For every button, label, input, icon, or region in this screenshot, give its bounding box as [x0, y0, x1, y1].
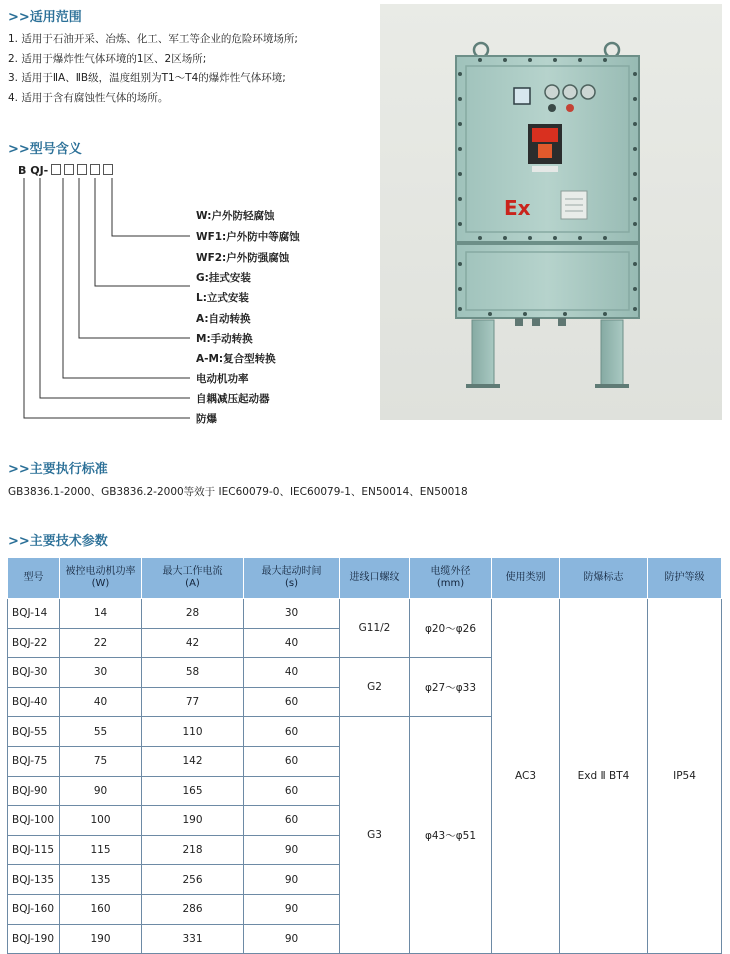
- cell-thread: G3: [340, 717, 410, 954]
- header-protection: 防护等级: [648, 558, 722, 599]
- section-title-params: >>主要技术参数: [8, 534, 108, 549]
- cell-start-time: 90: [244, 865, 340, 895]
- cell-cable: φ27～φ33: [410, 658, 492, 717]
- cell-power: 22: [60, 628, 142, 658]
- usage-item: 3. 适用于ⅡA、ⅡB级，温度组别为T1～T4的爆炸性气体环境;: [8, 72, 286, 84]
- model-code-text: B QJ-: [18, 164, 49, 177]
- cell-category: AC3: [492, 599, 560, 954]
- model-label-m: M:手动转换: [196, 333, 253, 345]
- cell-model: BQJ-135: [8, 865, 60, 895]
- usage-item: 4. 适用于含有腐蚀性气体的场所。: [8, 91, 169, 104]
- cell-power: 75: [60, 746, 142, 776]
- cell-model: BQJ-40: [8, 687, 60, 717]
- model-label-wf2: WF2:户外防强腐蚀: [196, 252, 290, 264]
- cell-start-time: 90: [244, 835, 340, 865]
- model-label-wf1: WF1:户外防中等腐蚀: [196, 231, 300, 243]
- standard-text: GB3836.1-2000、GB3836.2-2000等效于 IEC60079-0、IEC60079-1、EN50014、EN50018: [8, 486, 468, 498]
- header-ex-marking: 防爆标志: [560, 558, 648, 599]
- model-label-explosion-proof: 防爆: [196, 413, 217, 425]
- model-label-g: G:挂式安装: [196, 272, 251, 284]
- cell-model: BQJ-75: [8, 746, 60, 776]
- model-label-l: L:立式安装: [196, 292, 249, 304]
- header-current: 最大工作电流 (A): [142, 558, 244, 599]
- cell-model: BQJ-90: [8, 776, 60, 806]
- cell-power: 160: [60, 894, 142, 924]
- ex-mark-text: Ex: [504, 196, 531, 220]
- model-label-w: W:户外防轻腐蚀: [196, 210, 275, 222]
- cell-model: BQJ-22: [8, 628, 60, 658]
- model-label-am: A-M:复合型转换: [196, 353, 276, 365]
- cell-start-time: 60: [244, 806, 340, 836]
- table-header-row: [8, 558, 722, 599]
- cell-current: 58: [142, 658, 244, 688]
- cell-current: 142: [142, 746, 244, 776]
- cell-cable: φ43～φ51: [410, 717, 492, 954]
- cell-current: 286: [142, 894, 244, 924]
- cell-power: 90: [60, 776, 142, 806]
- model-label-a: A:自动转换: [196, 313, 251, 325]
- usage-item: 1. 适用于石油开采、冶炼、化工、军工等企业的危险环境场所;: [8, 33, 298, 45]
- cell-start-time: 60: [244, 776, 340, 806]
- cell-current: 28: [142, 599, 244, 629]
- cell-current: 218: [142, 835, 244, 865]
- model-label-power: 电动机功率: [196, 373, 249, 385]
- cell-current: 77: [142, 687, 244, 717]
- cell-model: BQJ-55: [8, 717, 60, 747]
- cell-model: BQJ-160: [8, 894, 60, 924]
- cell-thread: G11/2: [340, 599, 410, 658]
- cell-start-time: 60: [244, 746, 340, 776]
- product-photo: [380, 4, 722, 420]
- cell-model: BQJ-100: [8, 806, 60, 836]
- header-power: 被控电动机功率 (W): [60, 558, 142, 599]
- cell-current: 42: [142, 628, 244, 658]
- model-label-starter: 自耦减压起动器: [196, 393, 270, 405]
- cell-cable: φ20～φ26: [410, 599, 492, 658]
- header-thread: 进线口螺纹: [340, 558, 410, 599]
- cell-model: BQJ-190: [8, 924, 60, 954]
- table-row: [8, 599, 722, 629]
- cell-power: 135: [60, 865, 142, 895]
- cell-current: 190: [142, 806, 244, 836]
- cell-power: 30: [60, 658, 142, 688]
- cell-power: 40: [60, 687, 142, 717]
- header-start-time: 最大起动时间 (s): [244, 558, 340, 599]
- cell-current: 110: [142, 717, 244, 747]
- header-model: 型号: [8, 558, 60, 599]
- cell-model: BQJ-115: [8, 835, 60, 865]
- cell-start-time: 90: [244, 894, 340, 924]
- cell-model: BQJ-30: [8, 658, 60, 688]
- usage-item: 2. 适用于爆炸性气体环境的1区、2区场所;: [8, 52, 207, 65]
- cell-power: 100: [60, 806, 142, 836]
- cell-start-time: 30: [244, 599, 340, 629]
- cell-power: 55: [60, 717, 142, 747]
- cell-start-time: 60: [244, 687, 340, 717]
- section-title-usage: >>适用范围: [8, 10, 82, 25]
- cell-start-time: 60: [244, 717, 340, 747]
- cell-power: 190: [60, 924, 142, 954]
- cell-start-time: 40: [244, 628, 340, 658]
- cell-power: 14: [60, 599, 142, 629]
- cell-protection: IP54: [648, 599, 722, 954]
- explosion-proof-cabinet-illustration: [380, 4, 722, 420]
- model-connector-lines: [0, 0, 380, 440]
- section-title-standard: >>主要执行标准: [8, 462, 108, 477]
- cell-start-time: 40: [244, 658, 340, 688]
- cell-ex-marking: Exd Ⅱ BT4: [560, 599, 648, 954]
- section-title-model: >>型号含义: [8, 142, 82, 157]
- spec-table: [7, 557, 722, 954]
- cell-power: 115: [60, 835, 142, 865]
- cell-current: 165: [142, 776, 244, 806]
- cell-model: BQJ-14: [8, 599, 60, 629]
- header-cable: 电缆外径 (mm): [410, 558, 492, 599]
- cell-current: 256: [142, 865, 244, 895]
- cell-start-time: 90: [244, 924, 340, 954]
- cell-current: 331: [142, 924, 244, 954]
- header-category: 使用类别: [492, 558, 560, 599]
- cell-thread: G2: [340, 658, 410, 717]
